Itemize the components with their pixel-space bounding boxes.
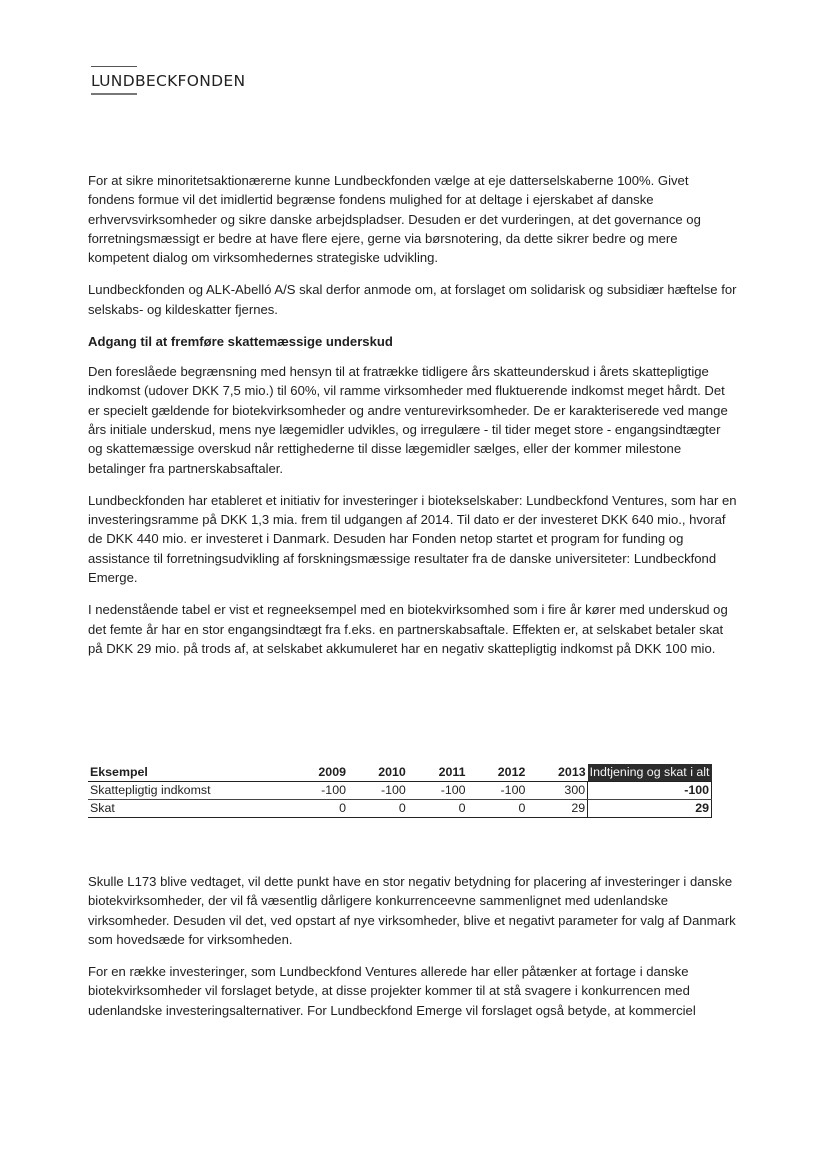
table-cell: 0 — [348, 800, 408, 818]
header-year: 2010 — [348, 764, 408, 782]
logo-text: LUNDBECKFONDEN — [91, 72, 246, 90]
header-total: Indtjening og skat i alt — [588, 764, 712, 782]
paragraph-loss-limitation: Den foreslåede begrænsning med hensyn til at fratrække tidligere års skatteunderskud i årets skattepligtige indkomst (udover DKK 7,5 mio.) til 60%, vil ramme virksomheder med fluktuerende indkomst meget hårdt. Det er specielt gældende for biotekvirksomheder og andre venturevirksomheder. De er karakteriserede ved mange års initiale underskud, mens nye lægemidler udvikles, og irregulære - til tider meget store - engangsindtægter og skattemæssige overskud når rettighederne til disse lægemidler sælges, eller der kommer milestone betalinger fra partnerskabsaftaler. — [88, 364, 728, 476]
row-label: Skat — [88, 800, 288, 818]
logo — [91, 66, 291, 95]
table-cell: -100 — [408, 782, 468, 800]
logo-rule-bottom — [91, 93, 137, 95]
row-total: 29 — [588, 800, 712, 818]
paragraph-investments-impact: For en række investeringer, som Lundbeckfond Ventures allerede har eller påtænker at fortage i danske biotekvirksomheder vil forslaget betyde, at disse projekter kommer til at stå svagere i konkurrencen med udenlandske investeringsalternativer. For Lundbeckfond Emerge vil forslaget også betyde, at kommerciel — [88, 964, 696, 1018]
paragraph-minority-shareholders: For at sikre minoritetsaktionærerne kunne Lundbeckfonden vælge at eje datterselskaberne 100%. Givet fondens formue vil det imidlertid begrænse fondens mulighed for at deltage i ejerskabet af danske erhvervsvirksomheder og sikre danske arbejdspladser. Desuden er det vurderingen, at det governance og forretningsmæssigt er bedre at have flere ejere, gerne via børsnotering, da dette sikrer bedre og mere kompetent dialog om virksomhedernes strategiske udvikling. — [88, 173, 701, 266]
paragraph-l173-impact: Skulle L173 blive vedtaget, vil dette punkt have en stor negativ betydning for placering af investeringer i danske biotekvirksomheder, der vil få væsentlig dårligere konkurrenceevne sammenlignet med udenlandske virksomheder. Desuden vil det, ved opstart af nye virksomheder, blive et negativt parameter for valg af Danmark som hovedsæde for virksomheden. — [88, 874, 736, 947]
document-body-top — [88, 171, 738, 658]
row-total: -100 — [588, 782, 712, 800]
header-year: 2012 — [468, 764, 528, 782]
table-cell: -100 — [468, 782, 528, 800]
paragraph-calculation-example: I nedenstående tabel er vist et regneeksempel med en biotekvirksomhed som i fire år kører med underskud og det femte år har en stor engangsindtægt fra f.eks. en partnerskabsaftale. Effekten er, at selskabet betaler skat på DKK 29 mio. på trods af, at selskabet akkumuleret har en negativ skattepligtig indkomst på DKK 100 mio. — [88, 602, 728, 656]
section-heading-tax-losses: Adgang til at fremføre skattemæssige underskud — [88, 334, 393, 350]
row-label: Skattepligtig indkomst — [88, 782, 288, 800]
document-body-bottom — [88, 872, 738, 1033]
table-cell: -100 — [288, 782, 348, 800]
logo-rule-top — [91, 66, 137, 67]
table-row — [88, 800, 712, 818]
table-cell: 29 — [527, 800, 587, 818]
header-year: 2013 — [527, 764, 587, 782]
paragraph-request-removal: Lundbeckfonden og ALK-Abelló A/S skal derfor anmode om, at forslaget om solidarisk og subsidiær hæftelse for selskabs- og kildeskatter fjernes. — [88, 282, 737, 317]
header-year: 2011 — [408, 764, 468, 782]
table-cell: 0 — [288, 800, 348, 818]
table-cell: 0 — [468, 800, 528, 818]
table-row — [88, 782, 712, 800]
header-label: Eksempel — [88, 764, 288, 782]
table-header-row — [88, 764, 712, 782]
table-cell: 0 — [408, 800, 468, 818]
example-table-container — [88, 764, 712, 818]
header-year: 2009 — [288, 764, 348, 782]
paragraph-lundbeckfond-ventures: Lundbeckfonden har etableret et initiativ for investeringer i biotekselskaber: Lundbeckfond Ventures, som har en investeringsramme på DKK 1,3 mia. frem til udgangen af 2014. Til dato er der investeret DKK 640 mio., hvoraf de DKK 440 mio. er investeret i Danmark. Desuden har Fonden netop startet et program for funding og assistance til forretningsudvikling af forskningsmæssige resultater fra de danske universiteter: Lundbeckfond Emerge. — [88, 492, 737, 586]
table-cell: -100 — [348, 782, 408, 800]
example-table — [88, 764, 712, 818]
table-cell: 300 — [527, 782, 587, 800]
